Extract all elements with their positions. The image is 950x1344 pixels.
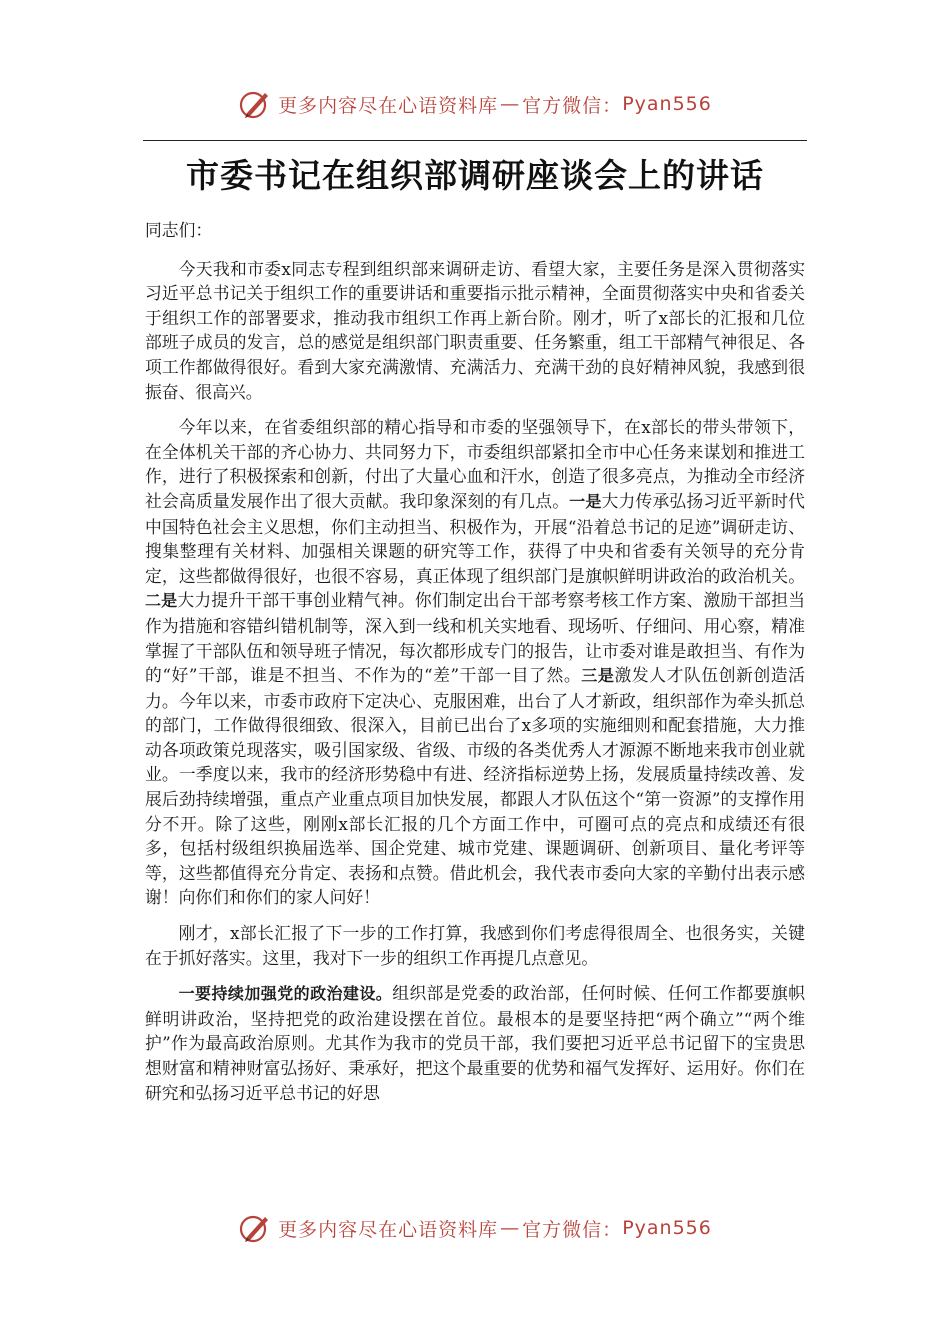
section-1-heading: 一要持续加强党的政治建设。 [178, 984, 393, 1004]
watermark-main-text: 更多内容尽在心语资料库 [278, 94, 499, 117]
point-3-label: 三是 [581, 666, 615, 686]
watermark-separator: — [500, 1217, 521, 1239]
point-2-label: 二是 [145, 591, 178, 611]
watermark-wechat-label: 官方微信： [522, 94, 623, 117]
title-divider [143, 140, 807, 141]
paragraph-2 [145, 415, 805, 910]
point-1-text: 大力传承弘扬习近平新时代中国特色社会主义思想，你们主动担当、积极作为，开展“沿着总书记的足迹”调研走访、搜集整理有关材料、加强相关课题的研究等工作，获得了中央和省委有关领导的充分肯定，这些都做得很好，也很不容易，真正体现了组织部门是旗帜鲜明讲政治的政治机关。 [145, 490, 805, 586]
watermark-separator: — [500, 93, 521, 115]
watermark-wechat-label: 官方微信： [522, 1218, 623, 1241]
paragraph-2-intro: 今年以来，在省委组织部的精心指导和市委的坚强领导下，在x部长的带头带领下，在全体机关干部的齐心协力、共同努力下，市委组织部紧扣全市中心任务来谋划和推进工作，进行了积极探索和创新，付出了大量心血和汗水，创造了很多亮点，为推动全市经济社会高质量发展作出了很大贡献。我印象深刻的有几点。 [145, 417, 805, 511]
section-1-text: 组织部是党委的政治部，任何时候、任何工作都要旗帜鲜明讲政治，坚持把党的政治建设摆在首位。最根本的是要坚持把“两个确立”“两个维护”作为最高政治原则。尤其作为我市的党员干部，我们要把习近平总书记留下的宝贵思想财富和精神财富弘扬好、秉承好，把这个最重要的优势和福气发挥好、运用好。你们在研究和弘扬习近平总书记的好思 [145, 983, 805, 1103]
watermark-header [0, 82, 950, 126]
point-3-text: 激发人才队伍创新创造活力。今年以来，市委市政府下定决心、克服困难，出台了人才新政，组织部作为牵头抓总的部门，工作做得很细致、很深入，目前已出台了x多项的实施细则和配套措施，大力推动各项政策兑现落实，吸引国家级、省级、市级的各类优秀人才源源不断地来我市创业就业。一季度以来，我市的经济形势稳中有进、经济指标逆势上扬，发展质量持续改善、发展后劲持续增强，重点产业重点项目加快发展，都跟人才队伍这个“第一资源”的支撑作用分不开。除了这些，刚刚x部长汇报的几个方面工作中，可圈可点的亮点和成绩还有很多，包括村级组织换届选举、国企党建、城市党建、课题调研、创新项目、量化考评等等，这些都值得充分肯定、表扬和点赞。借此机会，我代表市委向大家的辛勤付出表示感谢！向你们和你们的家人问好！ [145, 665, 805, 908]
document-title: 市委书记在组织部调研座谈会上的讲话 [186, 156, 764, 195]
watermark-footer [0, 1206, 950, 1250]
watermark-wechat-id: Pyan556 [622, 93, 712, 115]
paragraph-4 [145, 981, 805, 1105]
salutation: 同志们： [145, 220, 213, 240]
watermark-main-text: 更多内容尽在心语资料库 [278, 1218, 499, 1241]
pen-logo-icon [238, 1211, 272, 1245]
point-2-text: 大力提升干部干事创业精气神。你们制定出台干部考察考核工作方案、激励干部担当作为措施和容错纠错机制等，深入到一线和机关实地看、现场听、仔细问、用心察，精准掌握了干部队伍和领导班子情况，每次都形成专门的报告，让市委对谁是敢担当、有作为的“好”干部，谁是不担当、不作为的“差”干部一目了然。 [145, 590, 805, 686]
watermark-wechat-id: Pyan556 [622, 1217, 712, 1239]
paragraph-1: 今天我和市委x同志专程到组织部来调研走访、看望大家，主要任务是深入贯彻落实习近平总书记关于组织工作的重要讲话和重要指示批示精神，全面贯彻落实中央和省委关于组织工作的部署要求，推动我市组织工作再上新台阶。刚才，听了x部长的汇报和几位部班子成员的发言，总的感觉是组织部门职责重要、任务繁重，组工干部精气神很足、各项工作都做得很好。看到大家充满激情、充满活力、充满干劲的良好精神风貌，我感到很振奋、很高兴。 [145, 258, 805, 402]
point-1-label: 一是 [569, 491, 602, 511]
document-body [145, 218, 805, 1105]
paragraph-3: 刚才，x部长汇报了下一步的工作打算，我感到你们考虑得很周全、也很务实，关键在于抓好落实。这里，我对下一步的组织工作再提几点意见。 [145, 923, 805, 968]
pen-logo-icon [238, 87, 272, 121]
